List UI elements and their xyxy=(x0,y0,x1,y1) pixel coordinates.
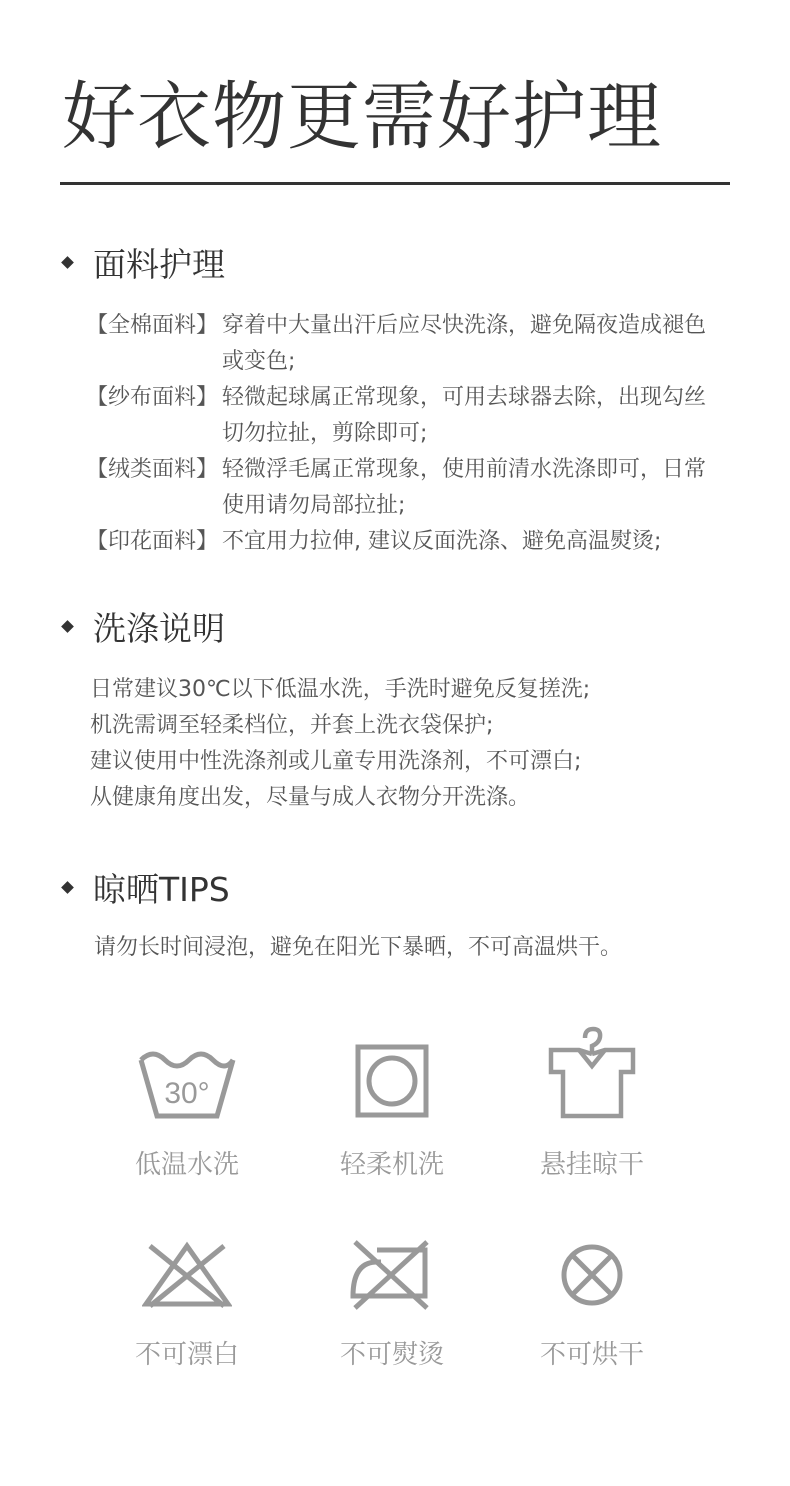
page-title: 好衣物更需好护理 xyxy=(62,74,662,160)
wash-30-icon xyxy=(137,1042,237,1120)
fabric-label: 【纱布面料】 xyxy=(86,385,219,410)
diamond-bullet-icon xyxy=(61,620,74,633)
hang-dry-icon xyxy=(547,1026,637,1120)
fabric-section-title: 面料护理 xyxy=(93,244,225,284)
dry-tips-text: 请勿长时间浸泡，避免在阳光下暴晒，不可高温烘干。 xyxy=(94,935,623,960)
diamond-bullet-icon xyxy=(61,256,74,269)
fabric-text: 穿着中大量出汗后应尽快洗涤，避免隔夜造成褪色或变色; xyxy=(222,313,707,374)
wash-line: 机洗需调至轻柔档位，并套上洗衣袋保护; xyxy=(90,713,494,738)
care-item-hang-dry xyxy=(512,1026,672,1181)
fabric-item-cotton xyxy=(86,308,736,380)
no-iron-icon xyxy=(347,1240,437,1310)
wash-line: 日常建议30℃以下低温水洗，手洗时避免反复搓洗; xyxy=(90,677,591,702)
fabric-text: 轻微浮毛属正常现象，使用前清水洗涤即可，日常使用请勿局部拉扯; xyxy=(222,457,707,518)
fabric-item-print xyxy=(86,524,736,560)
care-label: 不可烘干 xyxy=(539,1340,644,1370)
fabric-item-gauze xyxy=(86,380,736,452)
care-item-no-iron xyxy=(312,1240,472,1371)
care-label: 悬挂晾干 xyxy=(539,1150,644,1180)
fabric-item-velvet xyxy=(86,452,736,524)
fabric-text: 轻微起球属正常现象，可用去球器去除，出现勾丝切勿拉扯，剪除即可; xyxy=(222,385,707,446)
care-item-no-tumble-dry xyxy=(512,1240,672,1371)
wash-line: 建议使用中性洗涤剂或儿童专用洗涤剂，不可漂白; xyxy=(90,749,582,774)
wash-instructions xyxy=(90,672,740,816)
wash-section-title: 洗涤说明 xyxy=(93,608,225,648)
care-item-low-temp-wash xyxy=(107,1042,267,1181)
care-label: 轻柔机洗 xyxy=(339,1150,444,1180)
dry-section-title: 晾晒TIPS xyxy=(93,869,230,909)
dry-section-header xyxy=(60,865,230,909)
care-label: 不可漂白 xyxy=(134,1340,239,1370)
fabric-label: 【印花面料】 xyxy=(86,529,219,554)
gentle-machine-wash-icon xyxy=(353,1042,431,1120)
care-item-no-bleach xyxy=(107,1240,267,1371)
no-bleach-icon xyxy=(142,1240,232,1310)
fabric-text: 不宜用力拉伸, 建议反面洗涤、避免高温熨烫; xyxy=(222,529,662,554)
fabric-label: 【绒类面料】 xyxy=(86,457,219,482)
care-label: 不可熨烫 xyxy=(339,1340,444,1370)
fabric-section-header xyxy=(60,240,225,284)
no-tumble-dry-icon xyxy=(557,1240,627,1310)
fabric-care-list xyxy=(86,308,736,560)
fabric-label: 【全棉面料】 xyxy=(86,313,219,338)
title-divider xyxy=(60,182,730,185)
wash-section-header xyxy=(60,604,225,648)
wash-temp-badge: 30° xyxy=(164,1077,210,1110)
diamond-bullet-icon xyxy=(61,881,74,894)
care-item-gentle-machine-wash xyxy=(312,1042,472,1181)
wash-line: 从健康角度出发，尽量与成人衣物分开洗涤。 xyxy=(90,785,531,810)
care-label: 低温水洗 xyxy=(134,1150,239,1180)
